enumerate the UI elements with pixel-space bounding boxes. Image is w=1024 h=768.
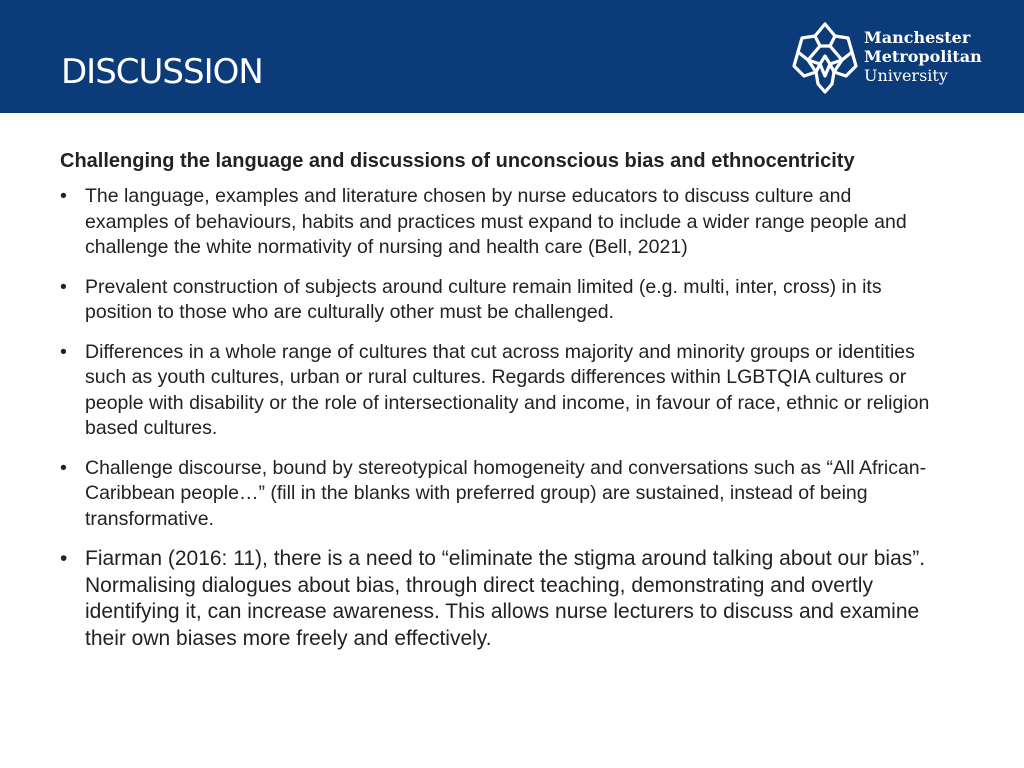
mmu-logo-icon bbox=[790, 20, 860, 96]
logo-line-metropolitan: Metropolitan bbox=[864, 47, 982, 66]
university-name bbox=[864, 28, 982, 85]
slide-content bbox=[60, 146, 940, 666]
bullet-item: • The language, examples and literature chosen by nurse educators to discuss culture and examples of behaviours, habits and practices must expand to include a wider range people and challenge the white normativity of nursing and health care (Bell, 2021) bbox=[60, 184, 940, 261]
bullet-item: • Prevalent construction of subjects around culture remain limited (e.g. multi, inter, cross) in its position to those who are culturally other must be challenged. bbox=[60, 275, 940, 326]
bullet-list bbox=[60, 184, 940, 652]
slide-header bbox=[0, 0, 1024, 113]
section-subheading: Challenging the language and discussions of unconscious bias and ethnocentricity bbox=[60, 150, 855, 172]
logo-line-manchester: Manchester bbox=[864, 28, 971, 47]
logo-line-university: University bbox=[864, 66, 948, 85]
bullet-item: • Fiarman (2016: 11), there is a need to “eliminate the stigma around talking about our bias”. Normalising dialogues about bias, through direct teaching, demonstrating and overtly identifying it, can increase awareness. This allows nurse lecturers to discuss and examine their own biases more freely and effectively. bbox=[60, 546, 940, 652]
university-logo bbox=[790, 20, 1000, 98]
bullet-item: • Differences in a whole range of cultures that cut across majority and minority groups or identities such as youth cultures, urban or rural cultures. Regards differences within LGBTQIA cultures or people with disability or the role of intersectionality and income, in favour of race, ethnic or religion based cultures. bbox=[60, 340, 940, 442]
bullet-item: • Challenge discourse, bound by stereotypical homogeneity and conversations such as “All African-Caribbean people…” (fill in the blanks with preferred group) are sustained, instead of being transformative. bbox=[60, 456, 940, 533]
slide-title: DISCUSSION bbox=[61, 52, 263, 92]
